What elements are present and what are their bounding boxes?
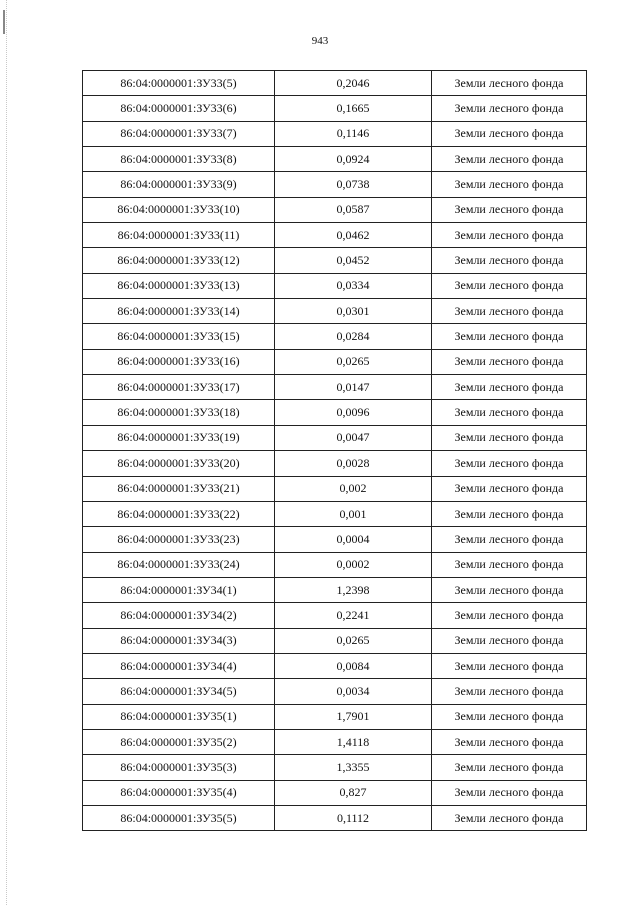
area-cell: 0,1146 — [275, 121, 432, 146]
area-cell: 0,001 — [275, 501, 432, 526]
cadastral-number-cell: 86:04:0000001:ЗУ33(18) — [83, 400, 275, 425]
land-category-cell: Земли лесного фонда — [432, 375, 587, 400]
land-plots-table — [82, 70, 587, 831]
table-row — [83, 501, 587, 526]
left-margin-mark — [3, 10, 5, 34]
table-row — [83, 375, 587, 400]
table-row — [83, 172, 587, 197]
land-category-cell: Земли лесного фонда — [432, 71, 587, 96]
cadastral-number-cell: 86:04:0000001:ЗУ33(11) — [83, 223, 275, 248]
table-row — [83, 780, 587, 805]
area-cell: 0,1112 — [275, 805, 432, 830]
cadastral-number-cell: 86:04:0000001:ЗУ33(21) — [83, 476, 275, 501]
table-row — [83, 805, 587, 830]
land-plots-table-body — [83, 71, 587, 831]
land-category-cell: Земли лесного фонда — [432, 349, 587, 374]
table-row — [83, 729, 587, 754]
land-category-cell: Земли лесного фонда — [432, 324, 587, 349]
cadastral-number-cell: 86:04:0000001:ЗУ33(10) — [83, 197, 275, 222]
land-category-cell: Земли лесного фонда — [432, 679, 587, 704]
cadastral-number-cell: 86:04:0000001:ЗУ33(23) — [83, 527, 275, 552]
table-row — [83, 704, 587, 729]
cadastral-number-cell: 86:04:0000001:ЗУ33(15) — [83, 324, 275, 349]
cadastral-number-cell: 86:04:0000001:ЗУ33(17) — [83, 375, 275, 400]
table-row — [83, 147, 587, 172]
table-row — [83, 223, 587, 248]
area-cell: 0,827 — [275, 780, 432, 805]
cadastral-number-cell: 86:04:0000001:ЗУ34(2) — [83, 603, 275, 628]
table-row — [83, 349, 587, 374]
table-row — [83, 628, 587, 653]
cadastral-number-cell: 86:04:0000001:ЗУ33(7) — [83, 121, 275, 146]
land-category-cell: Земли лесного фонда — [432, 501, 587, 526]
table-row — [83, 71, 587, 96]
cadastral-number-cell: 86:04:0000001:ЗУ33(20) — [83, 451, 275, 476]
area-cell: 0,2241 — [275, 603, 432, 628]
cadastral-number-cell: 86:04:0000001:ЗУ34(4) — [83, 653, 275, 678]
cadastral-number-cell: 86:04:0000001:ЗУ33(13) — [83, 273, 275, 298]
area-cell: 0,0147 — [275, 375, 432, 400]
area-cell: 1,3355 — [275, 755, 432, 780]
area-cell: 0,0301 — [275, 299, 432, 324]
cadastral-number-cell: 86:04:0000001:ЗУ33(8) — [83, 147, 275, 172]
cadastral-number-cell: 86:04:0000001:ЗУ33(24) — [83, 552, 275, 577]
land-category-cell: Земли лесного фонда — [432, 704, 587, 729]
left-margin-line — [6, 0, 7, 905]
table-row — [83, 527, 587, 552]
land-category-cell: Земли лесного фонда — [432, 400, 587, 425]
table-row — [83, 324, 587, 349]
area-cell: 0,0284 — [275, 324, 432, 349]
area-cell: 0,0924 — [275, 147, 432, 172]
table-row — [83, 451, 587, 476]
land-category-cell: Земли лесного фонда — [432, 96, 587, 121]
table-row — [83, 552, 587, 577]
area-cell: 0,0047 — [275, 425, 432, 450]
area-cell: 0,0452 — [275, 248, 432, 273]
cadastral-number-cell: 86:04:0000001:ЗУ34(5) — [83, 679, 275, 704]
cadastral-number-cell: 86:04:0000001:ЗУ33(9) — [83, 172, 275, 197]
table-row — [83, 577, 587, 602]
land-category-cell: Земли лесного фонда — [432, 805, 587, 830]
table-row — [83, 679, 587, 704]
area-cell: 0,0028 — [275, 451, 432, 476]
table-row — [83, 476, 587, 501]
area-cell: 0,0002 — [275, 552, 432, 577]
land-category-cell: Земли лесного фонда — [432, 147, 587, 172]
land-category-cell: Земли лесного фонда — [432, 780, 587, 805]
land-category-cell: Земли лесного фонда — [432, 248, 587, 273]
land-category-cell: Земли лесного фонда — [432, 603, 587, 628]
cadastral-number-cell: 86:04:0000001:ЗУ35(5) — [83, 805, 275, 830]
area-cell: 0,0084 — [275, 653, 432, 678]
land-category-cell: Земли лесного фонда — [432, 476, 587, 501]
area-cell: 0,1665 — [275, 96, 432, 121]
land-category-cell: Земли лесного фонда — [432, 299, 587, 324]
cadastral-number-cell: 86:04:0000001:ЗУ33(19) — [83, 425, 275, 450]
cadastral-number-cell: 86:04:0000001:ЗУ35(4) — [83, 780, 275, 805]
cadastral-number-cell: 86:04:0000001:ЗУ33(22) — [83, 501, 275, 526]
table-row — [83, 96, 587, 121]
cadastral-number-cell: 86:04:0000001:ЗУ33(6) — [83, 96, 275, 121]
cadastral-number-cell: 86:04:0000001:ЗУ34(3) — [83, 628, 275, 653]
table-row — [83, 299, 587, 324]
table-row — [83, 121, 587, 146]
land-category-cell: Земли лесного фонда — [432, 425, 587, 450]
land-category-cell: Земли лесного фонда — [432, 729, 587, 754]
cadastral-number-cell: 86:04:0000001:ЗУ33(12) — [83, 248, 275, 273]
cadastral-number-cell: 86:04:0000001:ЗУ35(3) — [83, 755, 275, 780]
area-cell: 0,0738 — [275, 172, 432, 197]
land-category-cell: Земли лесного фонда — [432, 197, 587, 222]
cadastral-number-cell: 86:04:0000001:ЗУ33(5) — [83, 71, 275, 96]
land-category-cell: Земли лесного фонда — [432, 273, 587, 298]
table-row — [83, 197, 587, 222]
area-cell: 1,4118 — [275, 729, 432, 754]
cadastral-number-cell: 86:04:0000001:ЗУ33(14) — [83, 299, 275, 324]
cadastral-number-cell: 86:04:0000001:ЗУ35(1) — [83, 704, 275, 729]
land-category-cell: Земли лесного фонда — [432, 451, 587, 476]
area-cell: 1,2398 — [275, 577, 432, 602]
table-row — [83, 273, 587, 298]
area-cell: 0,0462 — [275, 223, 432, 248]
area-cell: 0,0034 — [275, 679, 432, 704]
area-cell: 1,7901 — [275, 704, 432, 729]
page-number: 943 — [311, 35, 329, 47]
area-cell: 0,0334 — [275, 273, 432, 298]
land-category-cell: Земли лесного фонда — [432, 628, 587, 653]
table-row — [83, 603, 587, 628]
area-cell: 0,0096 — [275, 400, 432, 425]
area-cell: 0,0587 — [275, 197, 432, 222]
table-row — [83, 653, 587, 678]
area-cell: 0,0265 — [275, 349, 432, 374]
land-category-cell: Земли лесного фонда — [432, 121, 587, 146]
area-cell: 0,002 — [275, 476, 432, 501]
area-cell: 0,0004 — [275, 527, 432, 552]
cadastral-number-cell: 86:04:0000001:ЗУ34(1) — [83, 577, 275, 602]
land-category-cell: Земли лесного фонда — [432, 172, 587, 197]
land-category-cell: Земли лесного фонда — [432, 577, 587, 602]
table-row — [83, 425, 587, 450]
table-row — [83, 248, 587, 273]
table-row — [83, 400, 587, 425]
cadastral-number-cell: 86:04:0000001:ЗУ33(16) — [83, 349, 275, 374]
area-cell: 0,0265 — [275, 628, 432, 653]
cadastral-number-cell: 86:04:0000001:ЗУ35(2) — [83, 729, 275, 754]
table-row — [83, 755, 587, 780]
land-category-cell: Земли лесного фонда — [432, 527, 587, 552]
area-cell: 0,2046 — [275, 71, 432, 96]
land-category-cell: Земли лесного фонда — [432, 653, 587, 678]
land-category-cell: Земли лесного фонда — [432, 552, 587, 577]
land-category-cell: Земли лесного фонда — [432, 223, 587, 248]
land-category-cell: Земли лесного фонда — [432, 755, 587, 780]
